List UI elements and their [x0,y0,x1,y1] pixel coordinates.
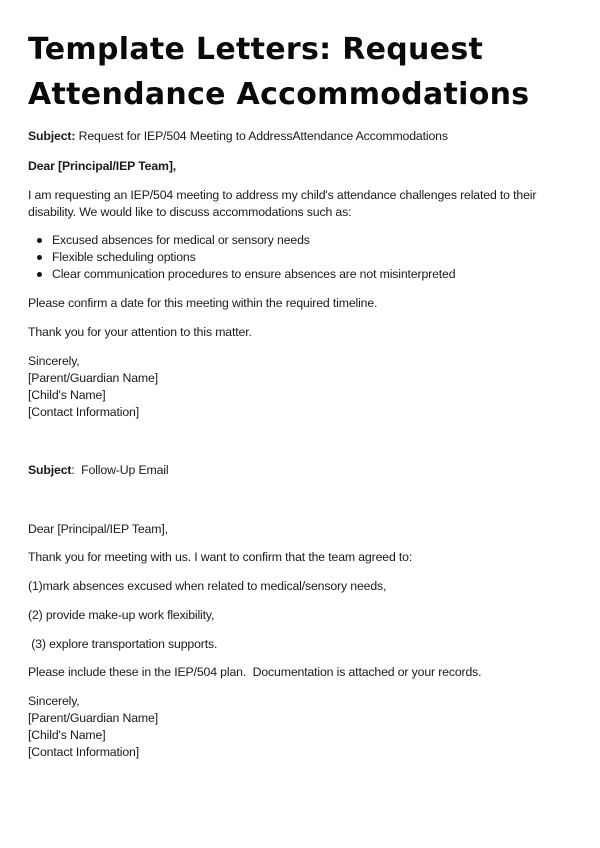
list-item [28,249,455,266]
letter1-greeting [28,158,176,175]
letter1-thanks: Thank you for your attention to this matter. [28,325,252,339]
bullet-icon [37,238,42,243]
letter2-signature [28,693,158,761]
page-title-line-2: Attendance Accommodations [28,77,530,112]
agreed-item-1: (1)mark absences excused when related to medical/sensory needs, [28,579,387,593]
page-title [28,27,588,117]
signature-child-name: [Child's Name] [28,388,106,402]
bullet-icon [37,255,42,260]
letter1-subject [28,128,448,145]
letter2-subject [28,462,168,479]
accommodations-list [28,232,455,283]
agreed-item-2: (2) provide make-up work flexibility, [28,608,215,622]
letter1-subject-text: Request for IEP/504 Meeting to AddressAttendance Accommodations [78,129,448,143]
letter1-signature [28,353,158,421]
signature-parent-name: [Parent/Guardian Name] [28,711,158,725]
signature-child-name: [Child's Name] [28,728,106,742]
list-item-text: Clear communication procedures to ensure absences are not misinterpreted [52,267,456,281]
letter1-subject-label: Subject: [28,129,76,143]
list-item-text: Flexible scheduling options [52,250,196,264]
letter2-closing-request: Please include these in the IEP/504 plan. Documentation is attached or your records. [28,665,482,679]
letter2-intro: Thank you for meeting with us. I want to confirm that the team agreed to: [28,550,413,564]
page-title-line-1: Template Letters: Request [28,32,484,67]
bullet-icon [37,272,42,277]
list-item-text: Excused absences for medical or sensory needs [52,233,310,247]
letter2-subject-label: Subject [28,463,72,477]
signature-parent-name: [Parent/Guardian Name] [28,371,158,385]
signature-contact-info: [Contact Information] [28,745,139,759]
agreed-item-3: (3) explore transportation supports. [28,637,218,651]
letter2-subject-text: : Follow-Up Email [71,463,169,477]
letter1-confirm: Please confirm a date for this meeting within the required timeline. [28,296,378,310]
letter2-greeting: Dear [Principal/IEP Team], [28,522,168,536]
letter1-intro: I am requesting an IEP/504 meeting to address my child's attendance challenges related to their disability. We would like to discuss accommodations such as: [28,188,537,219]
list-item [28,232,455,249]
letter1-greeting-text: Dear [Principal/IEP Team], [28,159,177,173]
signature-contact-info: [Contact Information] [28,405,139,419]
signature-closing: Sincerely, [28,694,80,708]
list-item [28,266,455,283]
signature-closing: Sincerely, [28,354,80,368]
